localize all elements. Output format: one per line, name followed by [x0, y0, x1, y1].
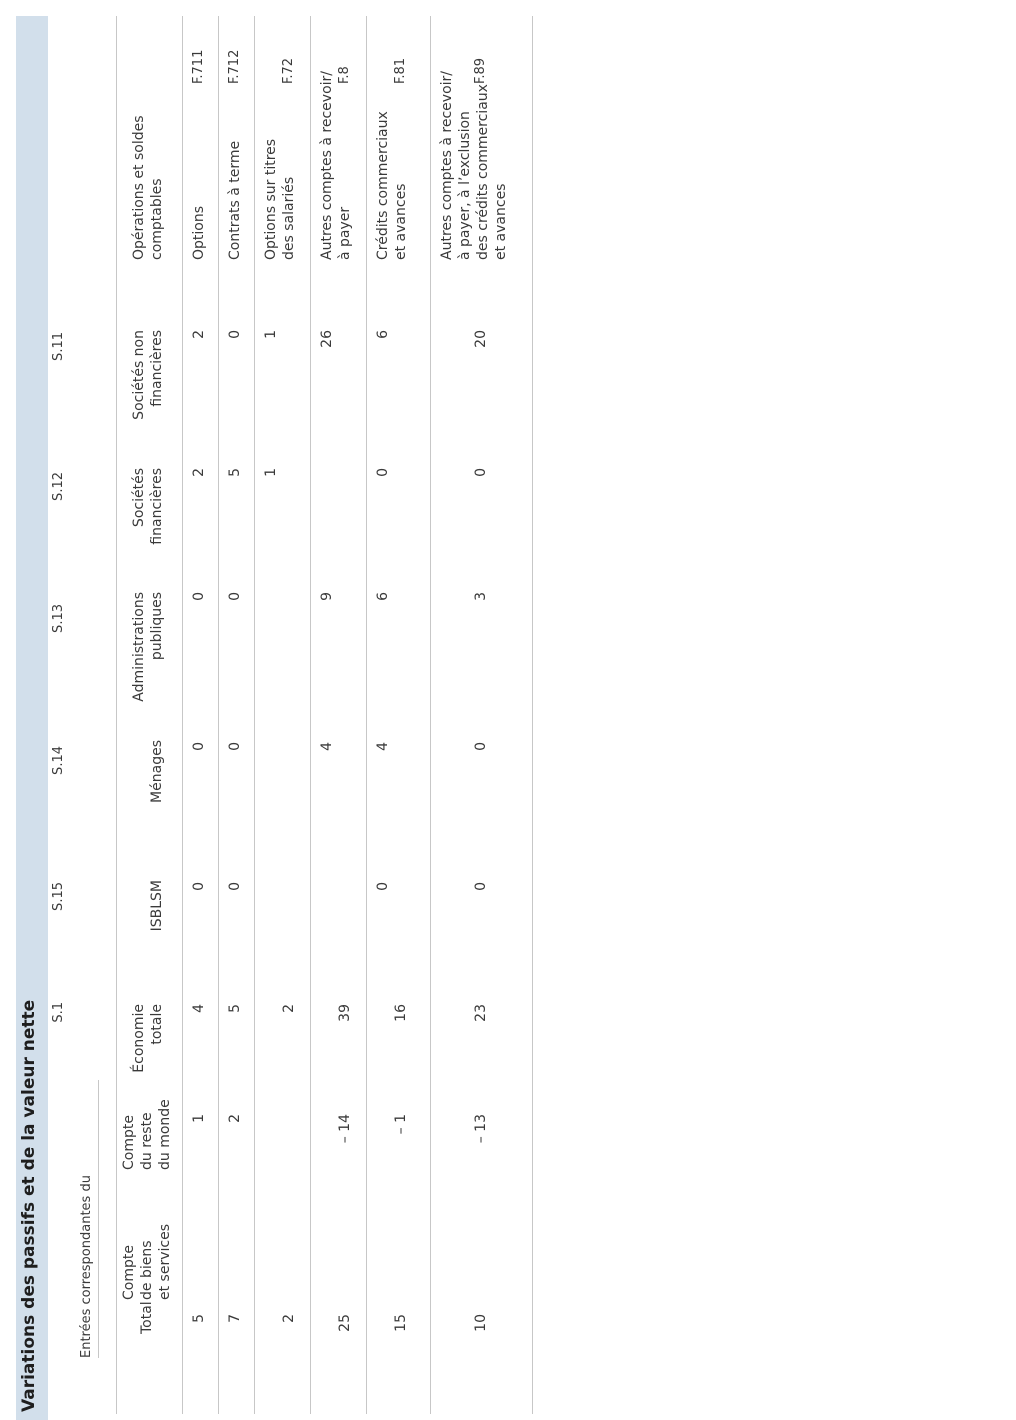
cell-rest-world: – 1: [393, 1114, 409, 1135]
header-total: Total: [139, 1301, 155, 1334]
header-s13: Administrations publiques: [131, 592, 165, 702]
row-label: Options: [191, 205, 207, 260]
sector-code-s15: S.15: [51, 882, 66, 911]
cell-s1: 16: [393, 1004, 409, 1022]
cell-s11: 1: [263, 330, 279, 339]
sector-code-s11: S.11: [51, 332, 66, 361]
cell-s15: 0: [473, 882, 489, 891]
row-code: F.72: [281, 57, 296, 84]
row-code: F.89: [473, 57, 488, 84]
cell-total: 5: [191, 1314, 207, 1323]
header-s14: Ménages: [149, 740, 165, 803]
corresponding-entries-label: Entrées correspondantes du: [79, 1175, 94, 1358]
row-label: Crédits commerciaux et avances: [375, 111, 409, 260]
cell-s13: 6: [375, 592, 391, 601]
cell-total: 15: [393, 1314, 409, 1332]
cell-s13: 9: [319, 592, 335, 601]
cell-s15: 0: [227, 882, 243, 891]
cell-rest-world: 2: [227, 1114, 243, 1123]
cell-s11: 20: [473, 330, 489, 348]
cell-rest-world: – 13: [473, 1114, 489, 1144]
sector-code-s1: S.1: [51, 1002, 66, 1023]
cell-s11: 26: [319, 330, 335, 348]
sector-code-s12: S.12: [51, 472, 66, 501]
cell-s13: 0: [191, 592, 207, 601]
cell-s13: 3: [473, 592, 489, 601]
cell-rest-world: – 14: [337, 1114, 353, 1144]
cell-total: 2: [281, 1314, 297, 1323]
header-s15: ISBLSM: [149, 880, 165, 932]
header-goods-services: Compte de biens et services: [121, 1224, 173, 1300]
cell-s11: 2: [191, 330, 207, 339]
row-rule-2: [218, 16, 219, 1414]
cell-rest-world: 1: [191, 1114, 207, 1123]
row-rule-1: [182, 16, 183, 1414]
header-rest-world: Compte du reste du monde: [121, 1099, 173, 1170]
sector-code-s13: S.13: [51, 604, 66, 633]
row-label: Options sur titres des salariés: [263, 138, 297, 260]
cell-total: 25: [337, 1314, 353, 1332]
row-code: F.8: [337, 66, 352, 84]
cell-s14: 0: [227, 742, 243, 751]
cell-total: 10: [473, 1314, 489, 1332]
cell-s1: 2: [281, 1004, 297, 1013]
row-rule-5: [366, 16, 367, 1414]
row-rule-3: [254, 16, 255, 1414]
data-table: [48, 16, 1016, 1420]
cell-s12: 1: [263, 468, 279, 477]
row-rule-4: [310, 16, 311, 1414]
header-s11: Sociétés non financières: [131, 330, 165, 420]
cell-s14: 0: [191, 742, 207, 751]
cell-s12: 0: [473, 468, 489, 477]
cell-total: 7: [227, 1314, 243, 1323]
row-rule-6: [430, 16, 431, 1414]
table-title-band: [16, 16, 48, 1420]
cell-s12: 0: [375, 468, 391, 477]
row-code: F.711: [191, 49, 206, 84]
row-label: Autres comptes à recevoir/ à payer: [319, 71, 353, 260]
cell-s14: 4: [319, 742, 335, 751]
cell-s11: 0: [227, 330, 243, 339]
cell-s13: 0: [227, 592, 243, 601]
cell-s15: 0: [191, 882, 207, 891]
cell-s1: 23: [473, 1004, 489, 1022]
row-rule-end: [532, 16, 533, 1414]
table-title: Variations des passifs et de la valeur nette: [19, 999, 39, 1412]
corresponding-entries-rule: [98, 1080, 99, 1358]
row-label: Contrats à terme: [227, 140, 243, 260]
cell-s11: 6: [375, 330, 391, 339]
cell-s1: 5: [227, 1004, 243, 1013]
cell-s12: 5: [227, 468, 243, 477]
header-s12: Sociétés financières: [131, 468, 165, 545]
header-rule: [116, 16, 117, 1414]
row-label: Autres comptes à recevoir/ à payer, à l’exclusion des crédits commerciaux et avances: [439, 71, 509, 260]
cell-s14: 0: [473, 742, 489, 751]
cell-s15: 0: [375, 882, 391, 891]
cell-s1: 39: [337, 1004, 353, 1022]
row-code: F.712: [227, 49, 242, 84]
cell-s1: 4: [191, 1004, 207, 1013]
sector-code-s14: S.14: [51, 746, 66, 775]
cell-s12: 2: [191, 468, 207, 477]
header-s1: Économie totale: [131, 1004, 165, 1073]
row-code: F.81: [393, 57, 408, 84]
cell-s14: 4: [375, 742, 391, 751]
header-operations: Opérations et soldes comptables: [131, 115, 165, 260]
